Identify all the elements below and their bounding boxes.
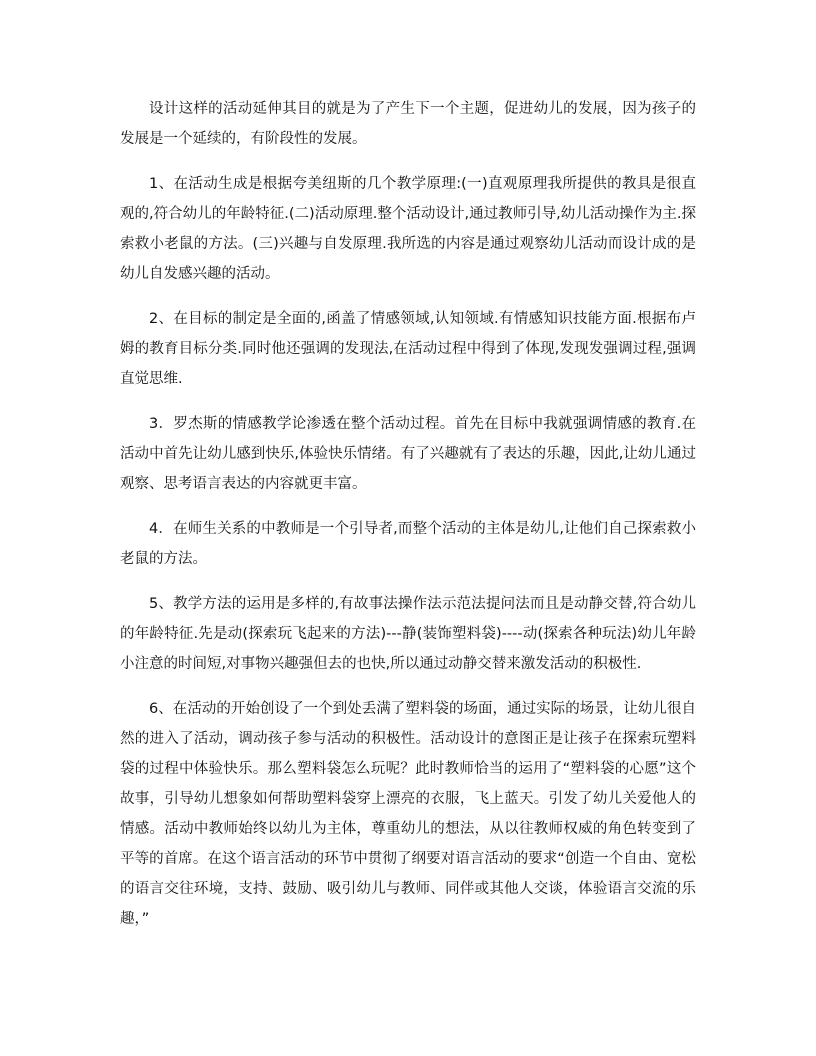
paragraph-intro: 设计这样的活动延伸其目的就是为了产生下一个主题，促进幼儿的发展，因为孩子的发展是一个延续的，有阶段性的发展。	[120, 101, 696, 147]
paragraph-5: 5、教学方法的运用是多样的,有故事法操作法示范法提问法而且是动静交替,符合幼儿的年龄特征.先是动(探索玩飞起来的方法)---静(装饰塑料袋)----动(探索各种玩法)幼儿年龄小注意的时间短,对事物兴趣强但去的也快,所以通过动静交替来激发活动的积极性.	[120, 596, 696, 672]
paragraph-3: 3．罗杰斯的情感教学论渗透在整个活动过程。首先在目标中我就强调情感的教育.在活动中首先让幼儿感到快乐,体验快乐情绪。有了兴趣就有了表达的乐趣，因此,让幼儿通过观察、思考语言表达的内容就更丰富。	[120, 416, 696, 492]
paragraph-4: 4．在师生关系的中教师是一个引导者,而整个活动的主体是幼儿,让他们自己探索救小老鼠的方法。	[120, 521, 696, 567]
paragraph-6: 6、在活动的开始创设了一个到处丢满了塑料袋的场面，通过实际的场景，让幼儿很自然的进入了活动，调动孩子参与活动的积极性。活动设计的意图正是让孩子在探索玩塑料袋的过程中体验快乐。那么塑料袋怎么玩呢？此时教师恰当的运用了“塑料袋的心愿”这个故事，引导幼儿想象如何帮助塑料袋穿上漂亮的衣服，飞上蓝天。引发了幼儿关爱他人的情感。活动中教师始终以幼儿为主体，尊重幼儿的想法，从以往教师权威的角色转变到了平等的首席。在这个语言活动的环节中贯彻了纲要对语言活动的要求“创造一个自由、宽松的语言交往环境，支持、鼓励、吸引幼儿与教师、同伴或其他人交谈，体验语言交流的乐趣，”	[120, 701, 696, 927]
paragraph-1: 1、在活动生成是根据夸美纽斯的几个教学原理:(一)直观原理我所提供的教具是很直观的,符合幼儿的年龄特征.(二)活动原理.整个活动设计,通过教师引导,幼儿活动操作为主.探索救小老鼠的方法。(三)兴趣与自发原理.我所选的内容是通过观察幼儿活动而设计成的是幼儿自发感兴趣的活动。	[120, 176, 696, 282]
document-body	[120, 94, 696, 949]
paragraph-2: 2、在目标的制定是全面的,函盖了情感领域,认知领域.有情感知识技能方面.根据布卢姆的教育目标分类.同时他还强调的发现法,在活动过程中得到了体现,发现发强调过程,强调直觉思维.	[120, 311, 696, 387]
